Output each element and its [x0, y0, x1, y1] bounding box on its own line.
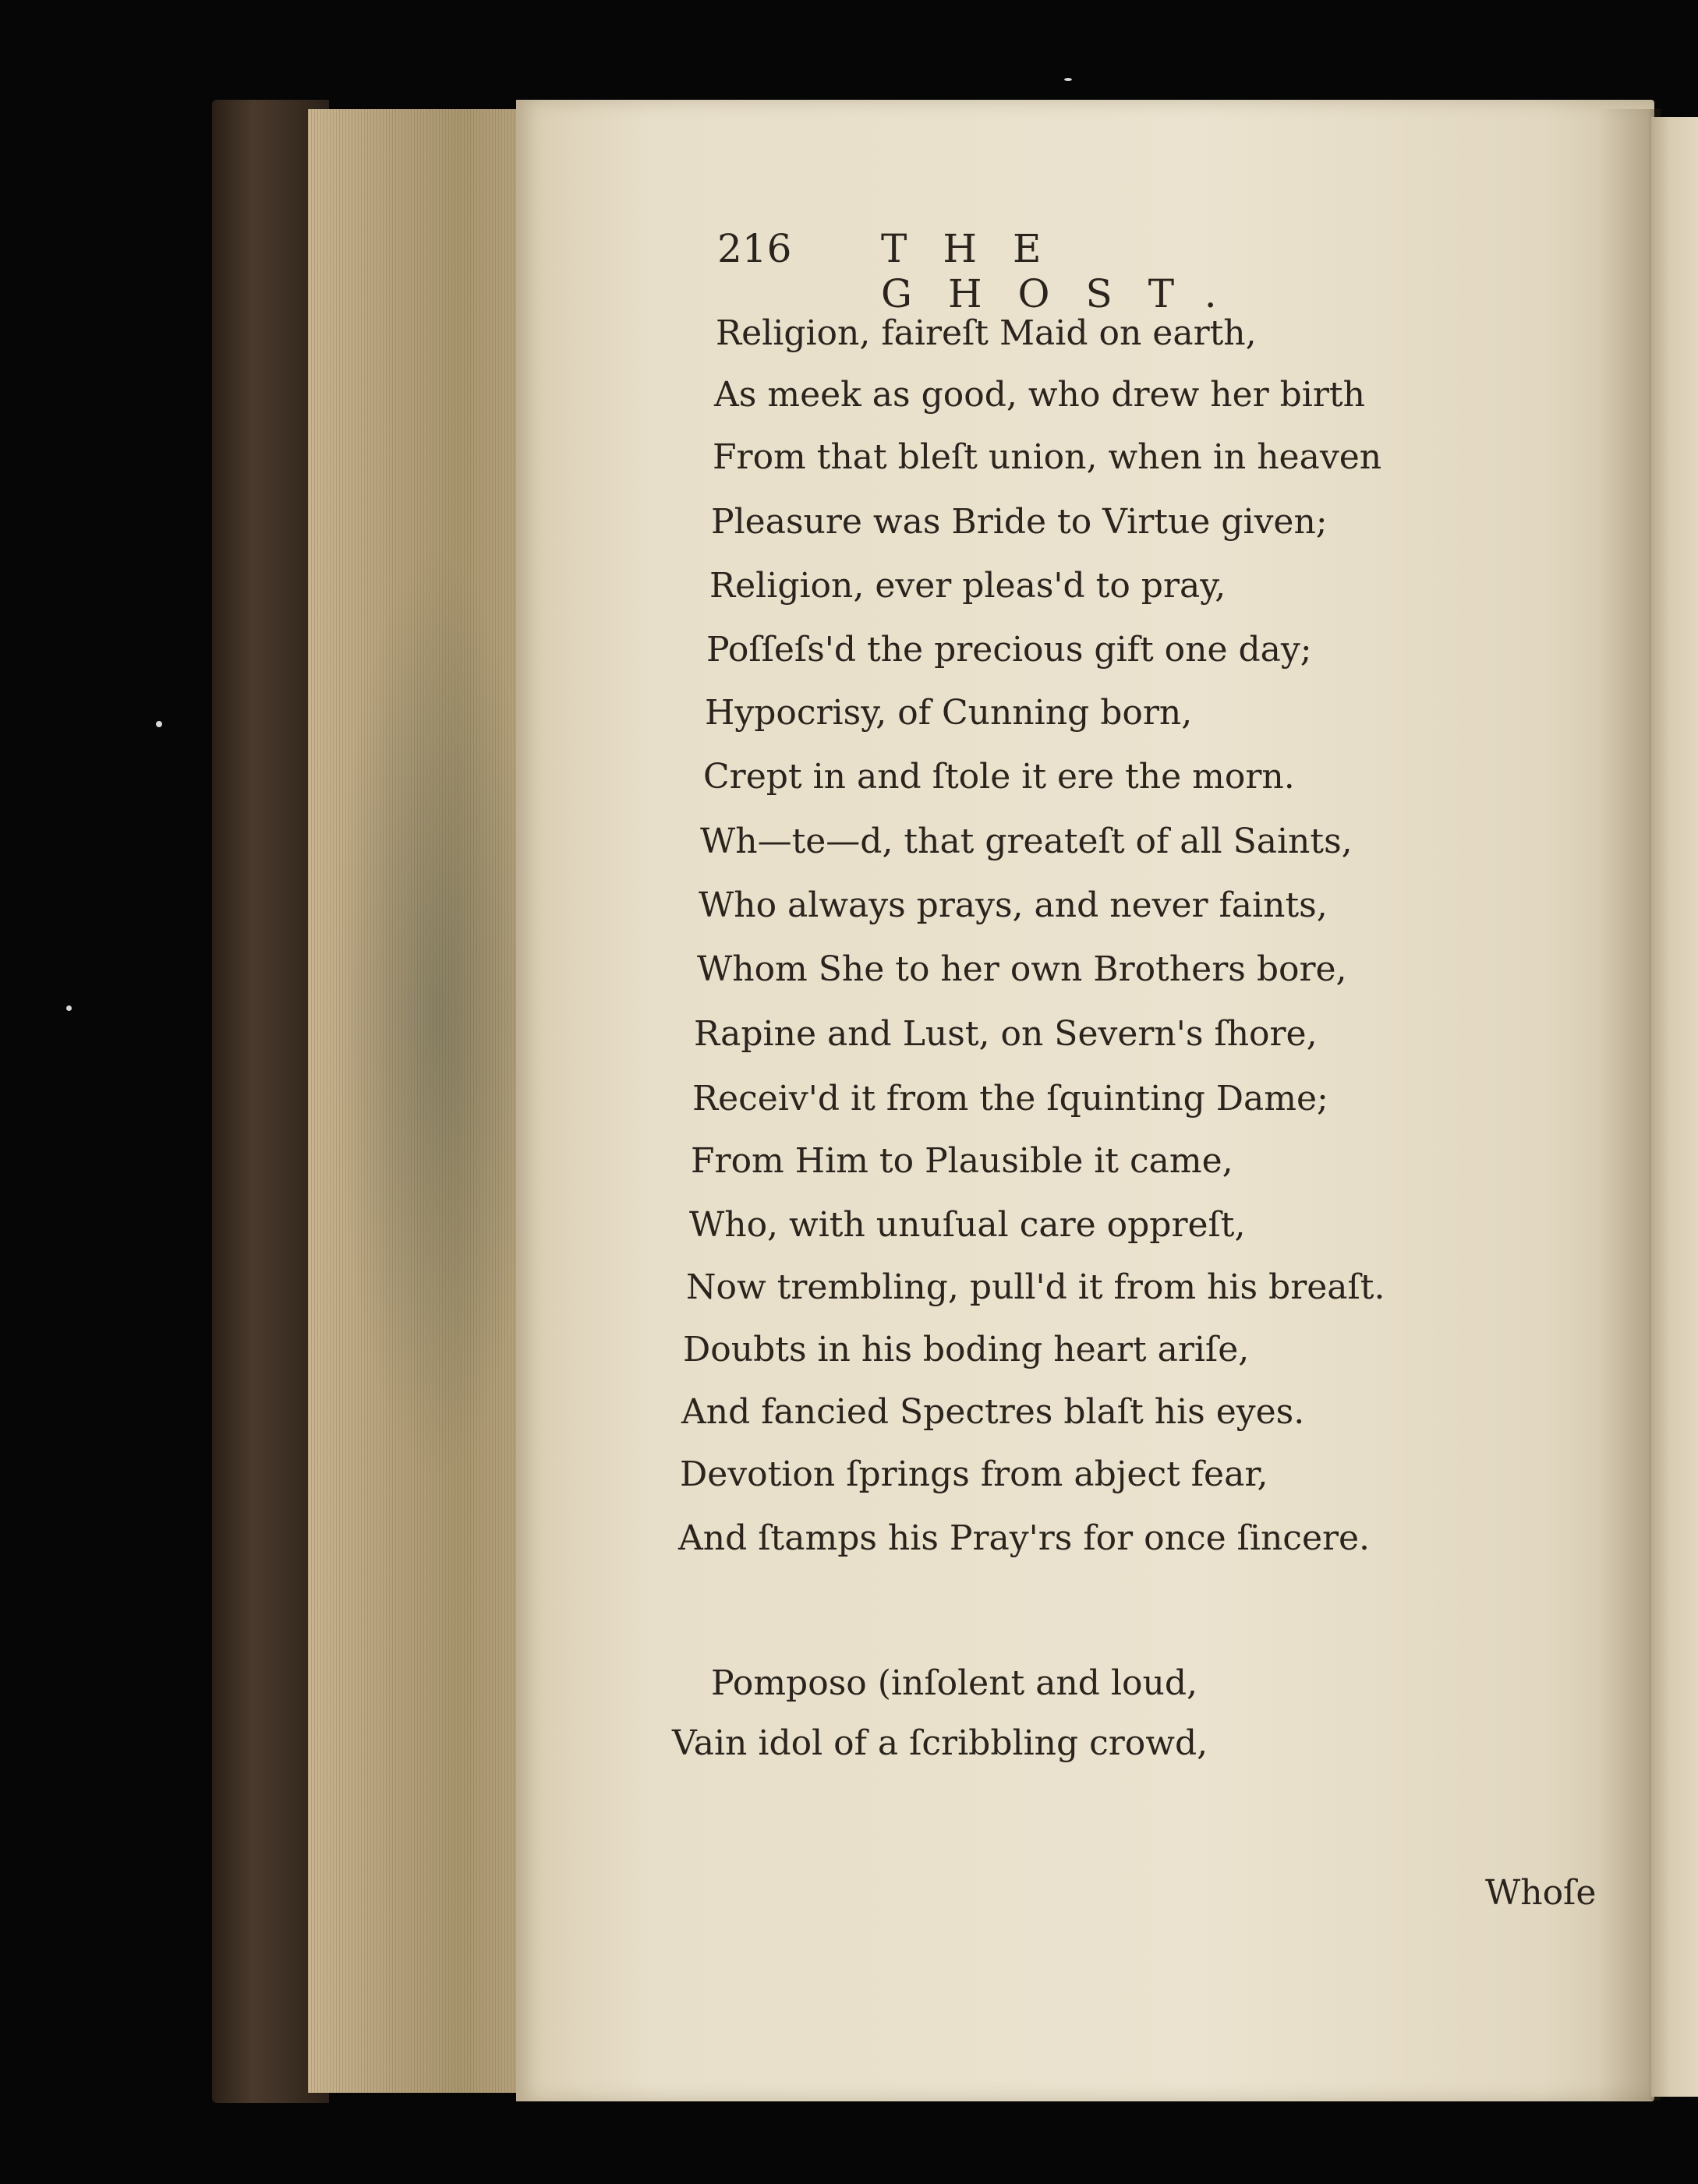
- verse-line: Whom She to her own Brothers bore,: [697, 949, 1347, 989]
- running-title: THE GHOST.: [881, 226, 1253, 316]
- verse-line: Rapine and Lust, on Severn's ſhore,: [694, 1014, 1318, 1054]
- verse-line: Religion, ever pleas'd to pray,: [709, 566, 1226, 606]
- verse-line: From Him to Plausible it came,: [691, 1141, 1233, 1181]
- verse-line: Poſſeſs'd the precious gift one day;: [706, 630, 1312, 670]
- verse-line: And fancied Spectres blaſt his eyes.: [681, 1392, 1305, 1432]
- verse-line: Hypocrisy, of Cunning born,: [705, 693, 1193, 733]
- verse-line: Pleasure was Bride to Virtue given;: [711, 502, 1328, 542]
- verse-line: And ſtamps his Pray'rs for once ſincere.: [678, 1518, 1371, 1558]
- verse-line: Vain idol of a ſcribbling crowd,: [672, 1723, 1208, 1763]
- verse-line: Who always prays, and never faints,: [699, 885, 1328, 925]
- verse-line: Wh—te—d, that greateſt of all Saints,: [700, 822, 1353, 861]
- verse-line: As meek as good, who drew her birth: [714, 375, 1365, 415]
- page-header: [717, 226, 1497, 316]
- verse-line: Now trembling, pull'd it from his breaſt.: [686, 1267, 1385, 1307]
- verse-line: Who, with unuſual care oppreſt,: [689, 1205, 1246, 1245]
- verse-line: Crept in and ſtole it ere the morn.: [703, 757, 1295, 797]
- verse-line: Pomposo (inſolent and loud,: [711, 1663, 1197, 1703]
- page-number: 216: [717, 226, 792, 271]
- verse-line: From that bleſt union, when in heaven: [713, 437, 1382, 477]
- verse-line: Religion, faireſt Maid on earth,: [716, 313, 1257, 353]
- catchword: Whoſe: [1485, 1873, 1597, 1913]
- verse-line: Devotion ſprings from abject fear,: [680, 1454, 1268, 1494]
- verse-line: Receiv'd it from the ſquinting Dame;: [692, 1079, 1328, 1119]
- verse-line: Doubts in his boding heart ariſe,: [683, 1330, 1250, 1369]
